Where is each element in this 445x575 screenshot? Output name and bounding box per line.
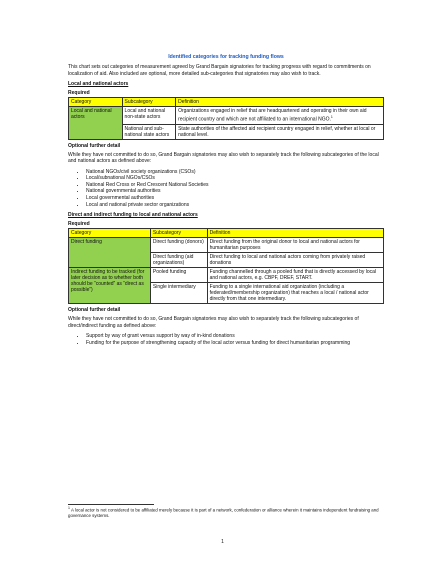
list-item: • National NGOs/civil society organizations (CSOs)	[86, 169, 384, 176]
document-page	[68, 54, 384, 350]
header-subcategory: Subcategory	[150, 229, 207, 238]
list-item: • Local/subnational NGOs/CSOs	[86, 175, 384, 182]
section2-bullet-list	[68, 333, 384, 346]
local-national-actors-table	[68, 97, 384, 140]
subcategory-cell: Single intermediary	[150, 283, 207, 304]
header-category: Category	[69, 98, 123, 107]
subcategory-cell: Pooled funding	[150, 268, 207, 283]
header-category: Category	[69, 229, 151, 238]
list-item: • Funding for the purpose of strengthening capacity of the local actor versus funding for direct humanitarian programming	[86, 340, 384, 347]
footnote-mark: 1	[68, 506, 70, 510]
footnote-divider	[68, 504, 154, 505]
definition-cell: State authorities of the affected aid recipient country engaged in relief, whether at local or national level.	[176, 124, 384, 139]
table-header-row	[69, 98, 384, 107]
section1-heading: Local and national actors	[68, 81, 129, 87]
footnote-ref: 1	[330, 115, 333, 119]
table-header-row	[69, 229, 384, 238]
section2-optional-label: Optional further detail	[68, 307, 121, 314]
definition-cell: Direct funding to local and national actors coming from privately raised donations	[207, 253, 383, 268]
section2-optional-text: While they have not committed to do so, Grand Bargain signatories may also wish to separately track the following subcategories of direct/indirect funding as defined above:	[68, 316, 359, 329]
section1-required-label: Required	[68, 90, 90, 96]
list-item: • National Red Cross or Red Crescent National Societies	[86, 182, 384, 189]
table-row	[69, 107, 384, 125]
subcategory-cell: National and sub-national state actors	[122, 124, 176, 139]
header-definition: Definition	[207, 229, 383, 238]
section1-bullet-list	[68, 169, 384, 209]
intro-paragraph: This chart sets out categories of measurement agreed by Grand Bargain signatories for tracking progress with regard to commitments on localization of aid. Also included are optional, more detailed sub-categories that signatories may also wish to track.	[68, 64, 371, 77]
subcategory-cell: Local and national non-state actors	[122, 107, 176, 125]
definition-cell: Organizations engaged in relief that are headquartered and operating in their own aid recipient country and which are not affiliated to an international NGO.$^1$	[176, 107, 384, 125]
list-item: • Local governmental authorities	[86, 195, 384, 202]
category-cell: Indirect funding to be tracked (for later decision as to whether both should be “counted” as “direct as possible”)	[69, 268, 151, 304]
definition-cell: Direct funding from the original donor to local and national actors for humanitarian purposes	[207, 238, 383, 253]
list-item: • Support by way of grant versus support by way of in-kind donations	[86, 333, 384, 340]
section1-optional-label: Optional further detail	[68, 142, 121, 149]
category-cell: Direct funding	[69, 238, 151, 268]
page-number: 1	[221, 539, 224, 545]
section2-heading: Direct and indirect funding to local and national actors	[68, 212, 198, 219]
list-item: • National governmental authorities	[86, 188, 384, 195]
subcategory-cell: Direct funding (aid organizations)	[150, 253, 207, 268]
list-item: • Local and national private sector organizations	[86, 202, 384, 209]
header-subcategory: Subcategory	[122, 98, 176, 107]
table-row	[69, 268, 384, 283]
footnote: $^1$ A local actor is not considered to be affiliated merely because it is part of a network, confederation or alliance wherein it maintains independent fundraising and governance systems.	[68, 506, 379, 519]
section1-optional-text: While they have not committed to do so, Grand Bargain signatories may also wish to separately track the following subcategories of the local and national actors as defined above:	[68, 151, 379, 165]
page-title: Identified categories for tracking funding flows	[168, 54, 284, 60]
funding-table	[68, 228, 384, 304]
subcategory-cell: Direct funding (donors)	[150, 238, 207, 253]
section2-required-label: Required	[68, 221, 90, 228]
header-definition: Definition	[176, 98, 384, 107]
table-row	[69, 238, 384, 253]
category-cell: Local and national actors	[69, 107, 123, 140]
definition-cell: Funding to a single international aid organization (including a federated/membership organization) that reaches a local / national actor directly from that one intermediary.	[207, 283, 383, 304]
definition-cell: Funding channelled through a pooled fund that is directly accessed by local and national actors, e.g. CBPF, DREF, START.	[207, 268, 383, 283]
